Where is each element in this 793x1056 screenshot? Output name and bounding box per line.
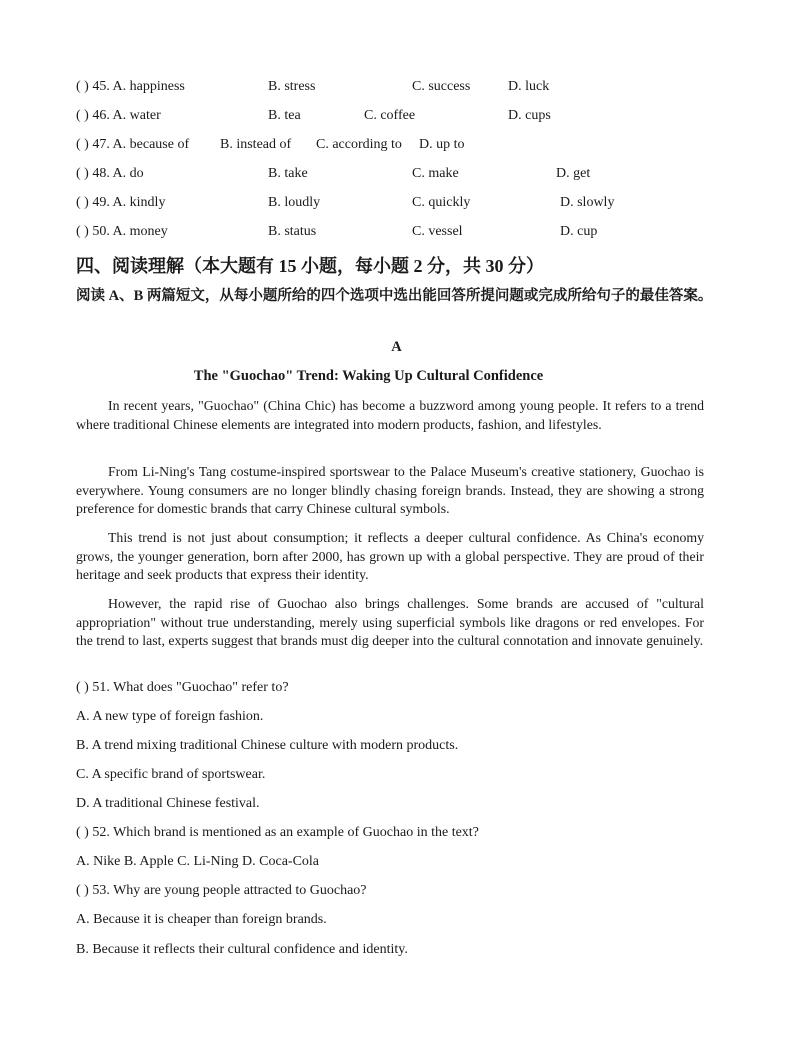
cloze-option-c: C. vessel [412,224,463,239]
cloze-option-a: ( ) 49. A. kindly [76,195,166,210]
cloze-option-a: ( ) 48. A. do [76,166,144,181]
cloze-option-b: B. stress [268,79,316,94]
section-instruction: 阅读 A、B 两篇短文，从每小题所给的四个选项中选出能回答所提问题或完成所给句子的最佳答案。 [76,288,713,304]
cloze-option-b: B. instead of [220,137,292,152]
cloze-option-a: ( ) 45. A. happiness [76,79,185,94]
cloze-option-b: B. take [268,166,308,181]
cloze-option-b: B. status [268,224,317,239]
passage-title: The "Guochao" Trend: Waking Up Cultural Confidence [193,368,544,384]
answer-option: A. Because it is cheaper than foreign brands. [76,912,327,927]
cloze-option-b: B. loudly [268,195,321,210]
cloze-option-c: C. coffee [364,108,416,123]
question-stem: ( ) 53. Why are young people attracted to Guochao? [76,883,367,898]
passage-label: A [391,339,402,355]
cloze-option-a: ( ) 50. A. money [76,224,168,239]
cloze-option-c: C. make [412,166,459,181]
cloze-option-d: D. slowly [560,195,615,210]
cloze-option-a: ( ) 46. A. water [76,108,161,123]
answer-option: B. Because it reflects their cultural confidence and identity. [76,942,408,957]
question-stem: ( ) 51. What does "Guochao" refer to? [76,680,289,695]
cloze-option-c: C. quickly [412,195,471,210]
passage-paragraph: From Li-Ning's Tang costume-inspired sportswear to the Palace Museum's creative stationery, Guochao is everywhere. Young consumers are no longer blindly chasing foreign brands. Instead, they are showing a strong preference for domestic brands that carry Chinese cultural symbols. [76,464,704,516]
cloze-option-d: D. cups [508,108,551,123]
passage-paragraph: In recent years, "Guochao" (China Chic) has become a buzzword among young people. It refers to a trend where traditional Chinese elements are integrated into modern products, fashion, and lifestyles. [76,398,704,432]
cloze-option-c: C. success [412,79,471,94]
cloze-option-d: D. luck [508,79,550,94]
question-stem: ( ) 52. Which brand is mentioned as an example of Guochao in the text? [76,825,479,840]
answer-option: D. A traditional Chinese festival. [76,796,260,811]
answer-option: C. A specific brand of sportswear. [76,767,266,782]
answer-option: A. A new type of foreign fashion. [76,709,264,724]
cloze-option-d: D. up to [419,137,465,152]
cloze-option-d: D. get [556,166,591,181]
answer-option: B. A trend mixing traditional Chinese culture with modern products. [76,738,459,753]
cloze-option-c: C. according to [316,137,402,152]
cloze-option-b: B. tea [268,108,301,123]
answer-option: A. Nike B. Apple C. Li-Ning D. Coca-Cola [76,854,320,869]
cloze-option-d: D. cup [560,224,598,239]
cloze-option-a: ( ) 47. A. because of [76,137,190,152]
passage-paragraph: This trend is not just about consumption; it reflects a deeper cultural confidence. As China's economy grows, the younger generation, born after 2000, has grown up with a global perspective. They are proud of their heritage and seek products that express their identity. [76,530,704,582]
passage-paragraph: However, the rapid rise of Guochao also brings challenges. Some brands are accused of "cultural appropriation" without true understanding, merely using superficial symbols like dragons or red envelopes. For the trend to last, experts suggest that brands must dig deeper into the cultural connotation and innovate genuinely. [76,596,704,648]
section-heading: 四、阅读理解（本大题有 15 小题，每小题 2 分，共 30 分） [76,256,544,276]
